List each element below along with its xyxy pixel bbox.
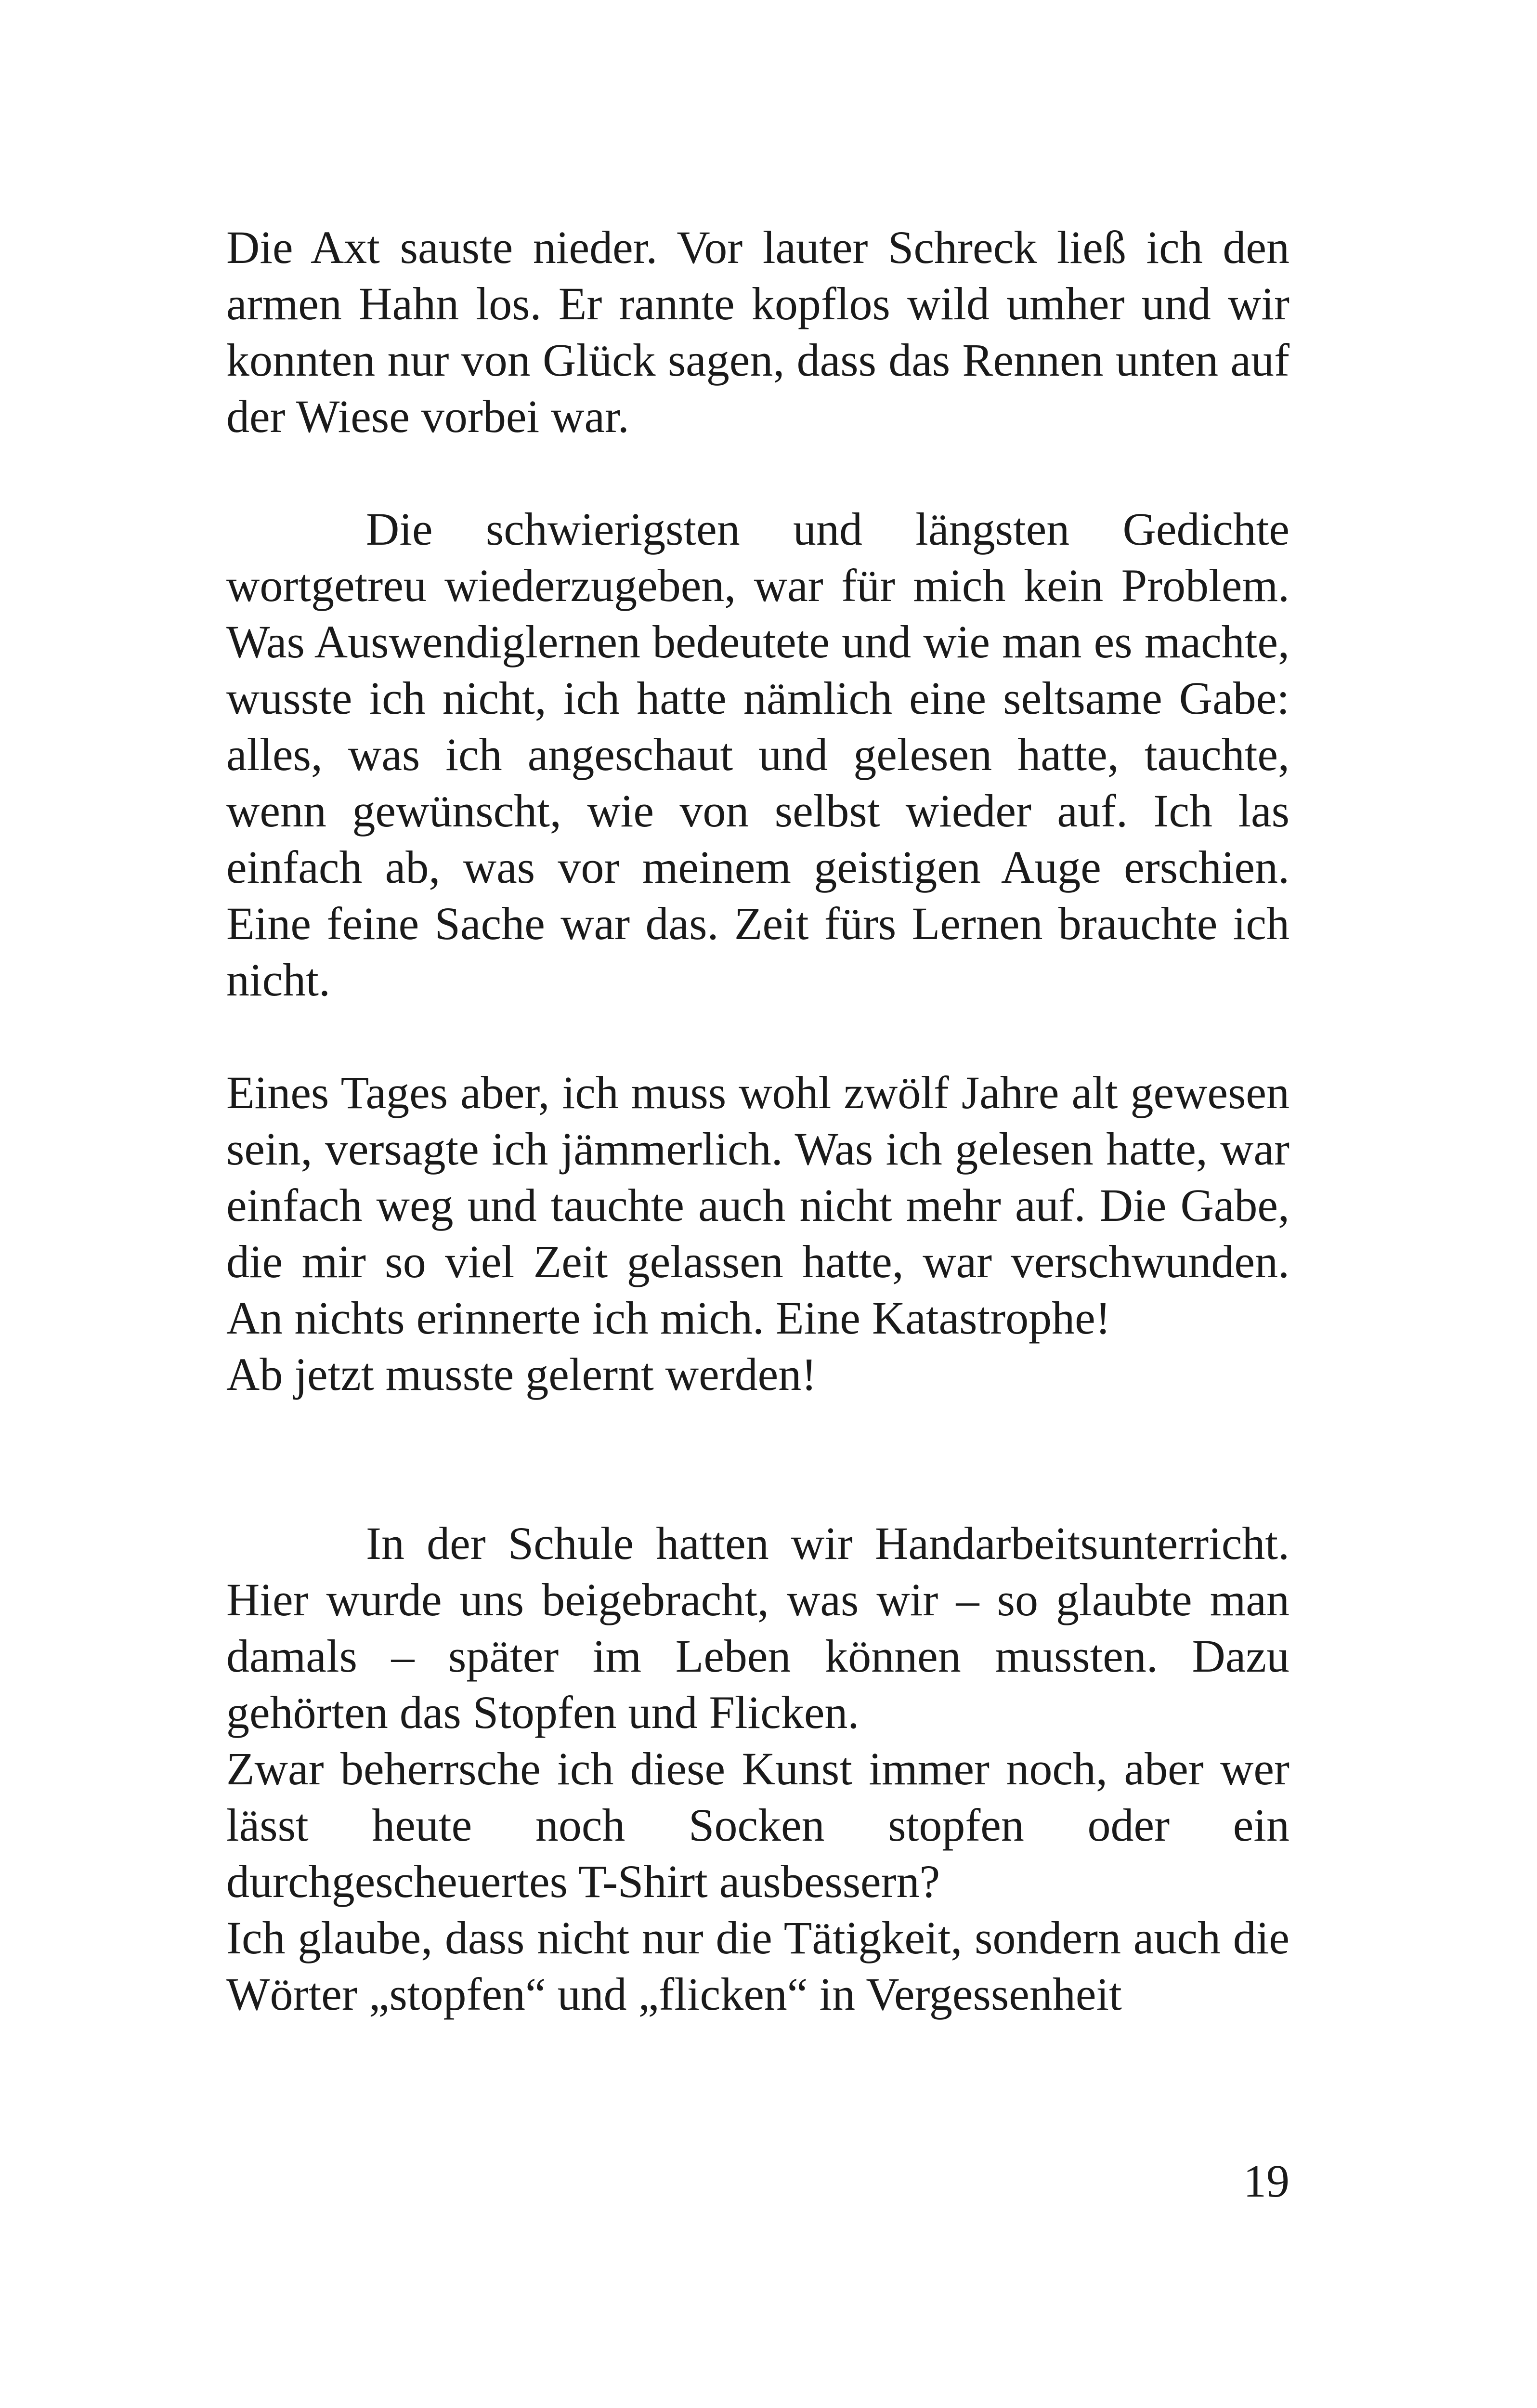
paragraph-axe: Die Axt sauste nieder. Vor lauter Schreck ließ ich den armen Hahn los. Er rannte kopflos wild umher und wir konnten nur von Glück sagen, dass das Rennen unten auf der Wiese vorbei war. bbox=[226, 222, 1290, 442]
paragraph-lost-gift: Eines Tages aber, ich muss wohl zwölf Jahre alt gewesen sein, versagte ich jämmerlich. Was ich gelesen hatte, war einfach weg und tauchte auch nicht mehr auf. Die Gabe, die mir so viel Zeit gelassen hatte, war verschwunden. An nichts erinnerte ich mich. Eine Katastrophe! bbox=[226, 1067, 1290, 1344]
paragraph-socks: Zwar beherrsche ich diese Kunst immer noch, aber wer lässt heute noch Socken stopfen oder ein durchgescheuertes T-Shirt ausbessern? bbox=[226, 1743, 1290, 1907]
paragraph-spacer bbox=[226, 1008, 1290, 1064]
paragraph-spacer bbox=[226, 445, 1290, 501]
body-text bbox=[226, 219, 1290, 2022]
paragraph-memory-gift: Die schwierigsten und längsten Gedichte wortgetreu wiederzugeben, war für mich kein Problem. Was Auswendiglernen bedeutete und wie man es machte, wusste ich nicht, ich hatte nämlich eine seltsame Gabe: alles, was ich angeschaut und gelesen hatte, tauchte, wenn gewünscht, wie von selbst wieder auf. Ich las einfach ab, was vor meinem geistigen Auge erschien. Eine feine Sache war das. Zeit fürs Lernen brauchte ich nicht. bbox=[226, 503, 1290, 1006]
section-spacer bbox=[226, 1402, 1290, 1515]
paragraph-learning: Ab jetzt musste gelernt werden! bbox=[226, 1348, 817, 1400]
paragraph-words: Ich glaube, dass nicht nur die Tätigkeit, sondern auch die Wörter „stopfen“ und „flicken“ in Vergessenheit bbox=[226, 1912, 1290, 2020]
page-number: 19 bbox=[1243, 2155, 1290, 2207]
paragraph-handicraft: In der Schule hatten wir Handarbeitsunterricht. Hier wurde uns beigebracht, was wir – so glaubte man damals – später im Leben können mussten. Dazu gehörten das Stopfen und Flicken. bbox=[226, 1518, 1290, 1738]
